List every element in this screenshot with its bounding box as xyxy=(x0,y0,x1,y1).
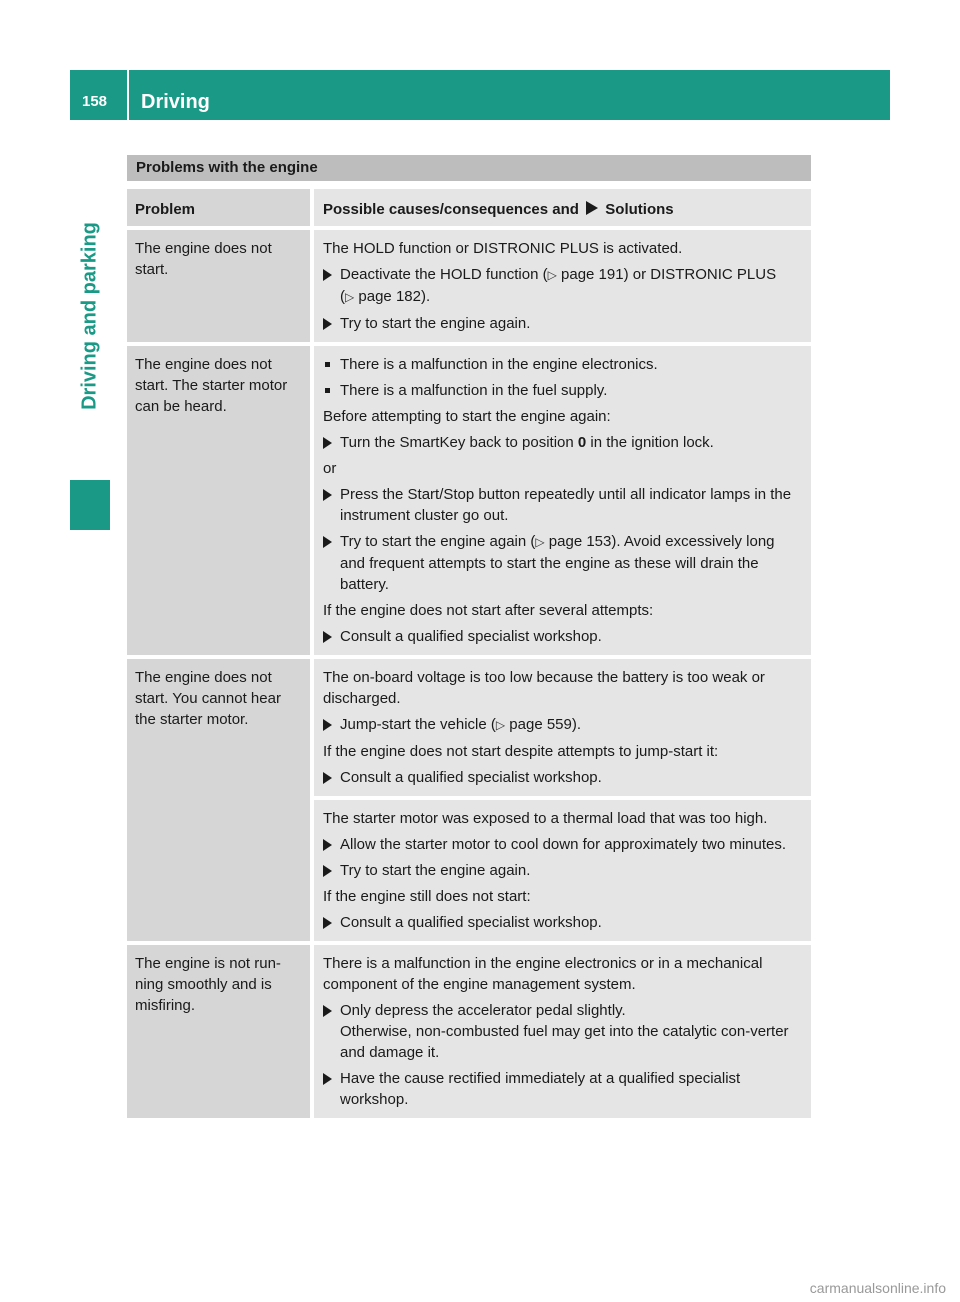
page-ref-icon: ▷ xyxy=(345,290,355,304)
or-text: or xyxy=(323,460,337,477)
solution-cell xyxy=(314,659,811,796)
action-step xyxy=(323,1000,803,1063)
action-step: Press the Start/Stop button repeatedly until all indicator lamps in the instrument cluster go out. xyxy=(323,484,803,526)
step-text: Jump-start the vehicle ( xyxy=(340,716,496,733)
table-row xyxy=(127,659,811,941)
troubleshooting-table xyxy=(127,189,811,1122)
instruction-text: If the engine still does not start: xyxy=(323,888,531,905)
action-step xyxy=(323,264,803,308)
step-text: Turn the SmartKey back to position xyxy=(340,434,574,451)
header-divider xyxy=(127,70,129,120)
step-text: ). xyxy=(571,716,582,733)
page-ref-icon: ▷ xyxy=(495,718,506,732)
header-solutions-prefix: Possible causes/consequences and xyxy=(323,201,579,218)
instruction-text: If the engine does not start after several attempts: xyxy=(323,602,654,619)
step-text: ). xyxy=(420,288,431,305)
page-ref-icon: ▷ xyxy=(547,268,557,282)
page-reference[interactable]: page 559 xyxy=(509,716,572,733)
side-section-label xyxy=(70,130,110,502)
action-step: Consult a qualified specialist workshop. xyxy=(323,912,803,933)
page-reference[interactable]: page 153 xyxy=(548,533,612,550)
page-ref-icon: ▷ xyxy=(535,535,545,549)
cause-text: There is a malfunction in the engine electronics or in a mechanical component of the engine management system. xyxy=(323,955,763,993)
solution-stack xyxy=(314,659,811,941)
section-title: Problems with the engine xyxy=(136,159,318,176)
step-text: in the ignition lock. xyxy=(590,434,714,451)
cause-text: The HOLD function or DISTRONIC PLUS is activated. xyxy=(323,240,683,257)
action-step: Try to start the engine again. xyxy=(323,860,803,881)
section-title-bar xyxy=(127,155,811,181)
action-step xyxy=(323,531,803,595)
problem-cell: The engine does not start. xyxy=(127,230,310,342)
step-text: Only depress the accelerator pedal slightly. xyxy=(340,1002,626,1019)
watermark: carmanualsonline.info xyxy=(809,1280,946,1296)
action-step: Consult a qualified specialist workshop. xyxy=(323,767,803,788)
step-note: Otherwise, non-combusted fuel may get into the catalytic con-verter and damage it. xyxy=(340,1023,789,1061)
solution-cell xyxy=(314,945,811,1118)
instruction-text: If the engine does not start despite attempts to jump-start it: xyxy=(323,743,719,760)
action-step: Try to start the engine again. xyxy=(323,313,803,334)
cause-text: The starter motor was exposed to a thermal load that was too high. xyxy=(323,810,768,827)
step-text: Deactivate the HOLD function ( xyxy=(340,266,548,283)
page-reference[interactable]: page 191 xyxy=(561,266,624,283)
step-text: Try to start the engine again ( xyxy=(340,533,536,550)
chapter-title: Driving xyxy=(141,91,210,113)
header-solutions xyxy=(314,189,811,226)
key-position: 0 xyxy=(577,434,587,451)
solution-cell xyxy=(314,230,811,342)
problem-cell: The engine is not run-ning smoothly and is misfiring. xyxy=(127,945,310,1118)
header-problem: Problem xyxy=(127,189,310,226)
table-header-row xyxy=(127,189,811,226)
page-reference[interactable]: page 182 xyxy=(358,288,421,305)
side-section-text: Driving and parking xyxy=(78,222,101,410)
action-step: Consult a qualified specialist workshop. xyxy=(323,626,803,647)
table-row xyxy=(127,945,811,1118)
problem-cell: The engine does not start. The starter motor can be heard. xyxy=(127,346,310,655)
page-header xyxy=(70,70,890,120)
side-tab-marker xyxy=(70,480,110,530)
instruction-text: Before attempting to start the engine again: xyxy=(323,408,611,425)
action-step: Allow the starter motor to cool down for approximately two minutes. xyxy=(323,834,803,855)
table-row xyxy=(127,346,811,655)
step-text: ) or DISTRONIC PLUS ( xyxy=(340,266,777,305)
header-solutions-suffix: Solutions xyxy=(605,201,674,218)
solution-cell xyxy=(314,346,811,655)
cause-text: The on-board voltage is too low because the battery is too weak or discharged. xyxy=(323,669,765,707)
action-step xyxy=(323,432,803,453)
step-text: ). Avoid excessively long and frequent attempts to start the engine as these will drain the battery. xyxy=(340,533,775,593)
page-number: 158 xyxy=(82,93,108,110)
table-row xyxy=(127,230,811,342)
cause-bullet: There is a malfunction in the engine electronics. xyxy=(323,354,803,375)
problem-cell: The engine does not start. You cannot hear the starter motor. xyxy=(127,659,310,941)
solution-cell xyxy=(314,800,811,941)
action-step xyxy=(323,714,803,736)
cause-bullet: There is a malfunction in the fuel supply. xyxy=(323,380,803,401)
action-arrow-icon xyxy=(586,201,598,215)
action-step: Have the cause rectified immediately at a qualified specialist workshop. xyxy=(323,1068,803,1110)
